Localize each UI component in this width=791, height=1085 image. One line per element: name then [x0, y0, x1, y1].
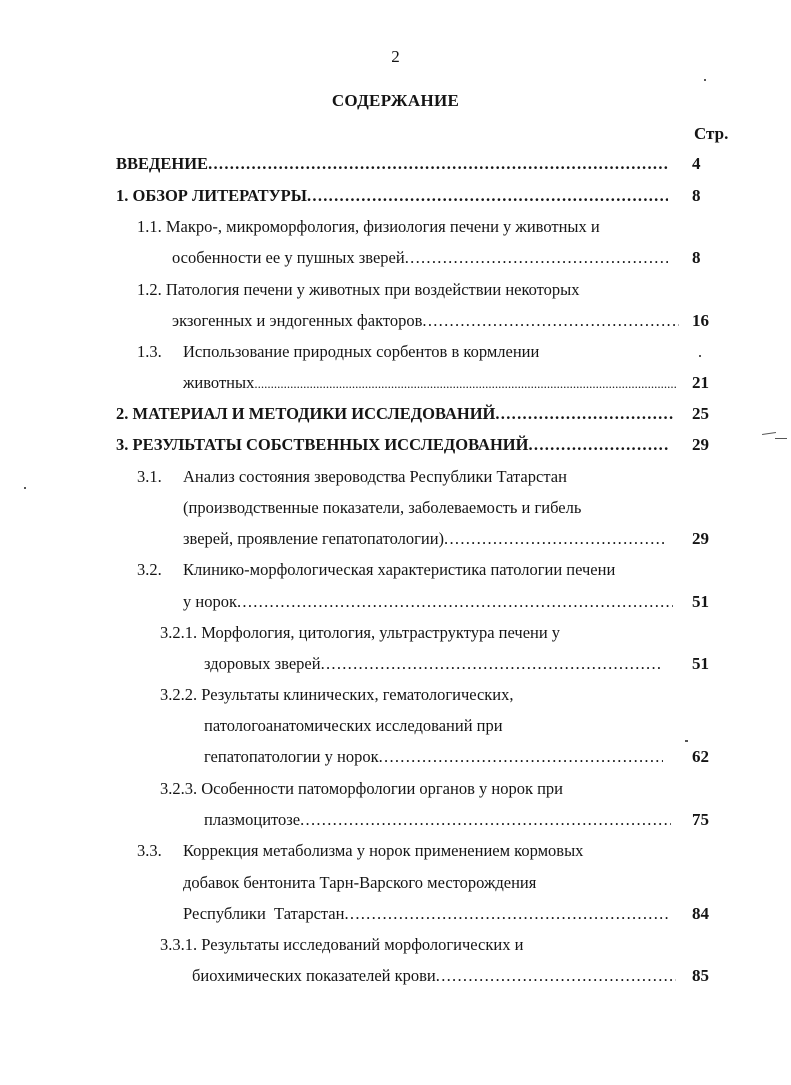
scan-speck	[762, 432, 776, 435]
toc-page-number: 8	[692, 248, 701, 267]
section-number: 3.3.	[137, 841, 162, 860]
dot-leader	[307, 183, 668, 209]
section-number: 1.2.	[137, 280, 162, 299]
dot-leader	[321, 651, 661, 677]
dot-leader	[444, 526, 665, 552]
toc-page-number: 4	[692, 154, 701, 173]
dot-leader	[237, 589, 673, 615]
toc-entry-title-line: Клинико-морфологическая характеристика патологии печени	[183, 560, 616, 579]
dot-leader	[344, 901, 671, 927]
toc-entry-title-line: Анализ состояния звероводства Республики Татарстан	[183, 467, 567, 486]
toc-page-number: 75	[692, 810, 709, 829]
toc-page-number: 16	[692, 311, 709, 330]
dot-leader	[300, 807, 671, 833]
toc-page-number: 21	[692, 373, 709, 392]
toc-page-number: 8	[692, 186, 701, 205]
scan-speck	[699, 355, 701, 357]
toc-entry-title-line: Результаты исследований морфологических и	[201, 935, 524, 954]
toc-entry-title-line: Макро-, микроморфология, физиология печени у животных и	[165, 217, 600, 236]
toc-entry-title-line: Результаты клинических, гематологических,	[201, 685, 514, 704]
section-number: 1.3.	[137, 342, 162, 361]
toc-entry-title-line: Морфология, цитология, ультраструктура печени у	[201, 623, 561, 642]
toc-page-number: 51	[692, 654, 709, 673]
toc-entry-title-line: Коррекция метаболизма у норок применением кормовых	[183, 841, 584, 860]
toc-entry-title-line: Республики Татарстан	[183, 904, 345, 923]
toc-entry-title-line: животных	[183, 373, 255, 392]
dot-leader	[422, 308, 679, 334]
dot-leader	[405, 245, 668, 271]
section-number: 3.3.1.	[160, 935, 198, 954]
toc-entry-title-line: (производственные показатели, заболеваемость и гибель	[183, 498, 582, 517]
toc-page-number: 85	[692, 966, 709, 985]
section-number: 3.1.	[137, 467, 162, 486]
toc-page-number: 84	[692, 904, 709, 923]
toc-entry-title-line: патологоанатомических исследований при	[204, 716, 503, 735]
section-number: 3.2.2.	[160, 685, 198, 704]
toc-entry-title: 1. ОБЗОР ЛИТЕРАТУРЫ	[116, 186, 307, 205]
toc-entry-title-line: особенности ее у пушных зверей	[172, 248, 405, 267]
toc-entry-title: ВВЕДЕНИЕ	[116, 154, 209, 173]
toc-entry-title: 3. РЕЗУЛЬТАТЫ СОБСТВЕННЫХ ИССЛЕДОВАНИЙ	[116, 435, 529, 454]
scan-speck	[24, 487, 26, 489]
toc-entry-title-line: зверей, проявление гепатопатологии)	[183, 529, 445, 548]
section-number: 3.2.3.	[160, 779, 198, 798]
page-number: 2	[391, 47, 400, 66]
toc-entry-title-line: у норок	[183, 592, 237, 611]
scan-speck	[704, 79, 706, 81]
toc-page-number: 29	[692, 435, 709, 454]
toc-page-number: 62	[692, 747, 709, 766]
dot-leader	[208, 151, 668, 177]
toc-entry-title-line: Патология печени у животных при воздействии некоторых	[165, 280, 580, 299]
page-column-header: Стр.	[694, 124, 729, 143]
section-number: 1.1.	[137, 217, 162, 236]
dot-leader	[379, 744, 663, 770]
toc-entry-title-line: добавок бентонита Тарн-Варского месторождения	[183, 873, 537, 892]
toc-entry-title-line: экзогенных и эндогенных факторов	[172, 311, 423, 330]
toc-entry-title-line: Использование природных сорбентов в кормлении	[183, 342, 540, 361]
toc-entry-title-line: Особенности патоморфологии органов у норок при	[201, 779, 564, 798]
toc-entry-title-line: биохимических показателей крови	[192, 966, 436, 985]
toc-entry-title: 2. МАТЕРИАЛ И МЕТОДИКИ ИССЛЕДОВАНИЙ	[116, 404, 496, 423]
dot-leader	[436, 963, 676, 989]
scan-speck	[775, 438, 787, 439]
dot-leader	[528, 432, 670, 458]
toc-page-number: 29	[692, 529, 709, 548]
toc-title: СОДЕРЖАНИЕ	[331, 91, 460, 110]
toc-page-number: 25	[692, 404, 709, 423]
dot-leader	[254, 371, 677, 397]
dot-leader	[495, 401, 674, 427]
section-number: 3.2.1.	[160, 623, 198, 642]
toc-entry-title-line: здоровых зверей	[204, 654, 321, 673]
toc-entry-title-line: гепатопатологии у норок	[204, 747, 379, 766]
scan-speck	[685, 740, 688, 742]
toc-page-number: 51	[692, 592, 709, 611]
toc-entry-title-line: плазмоцитозе	[204, 810, 301, 829]
section-number: 3.2.	[137, 560, 162, 579]
